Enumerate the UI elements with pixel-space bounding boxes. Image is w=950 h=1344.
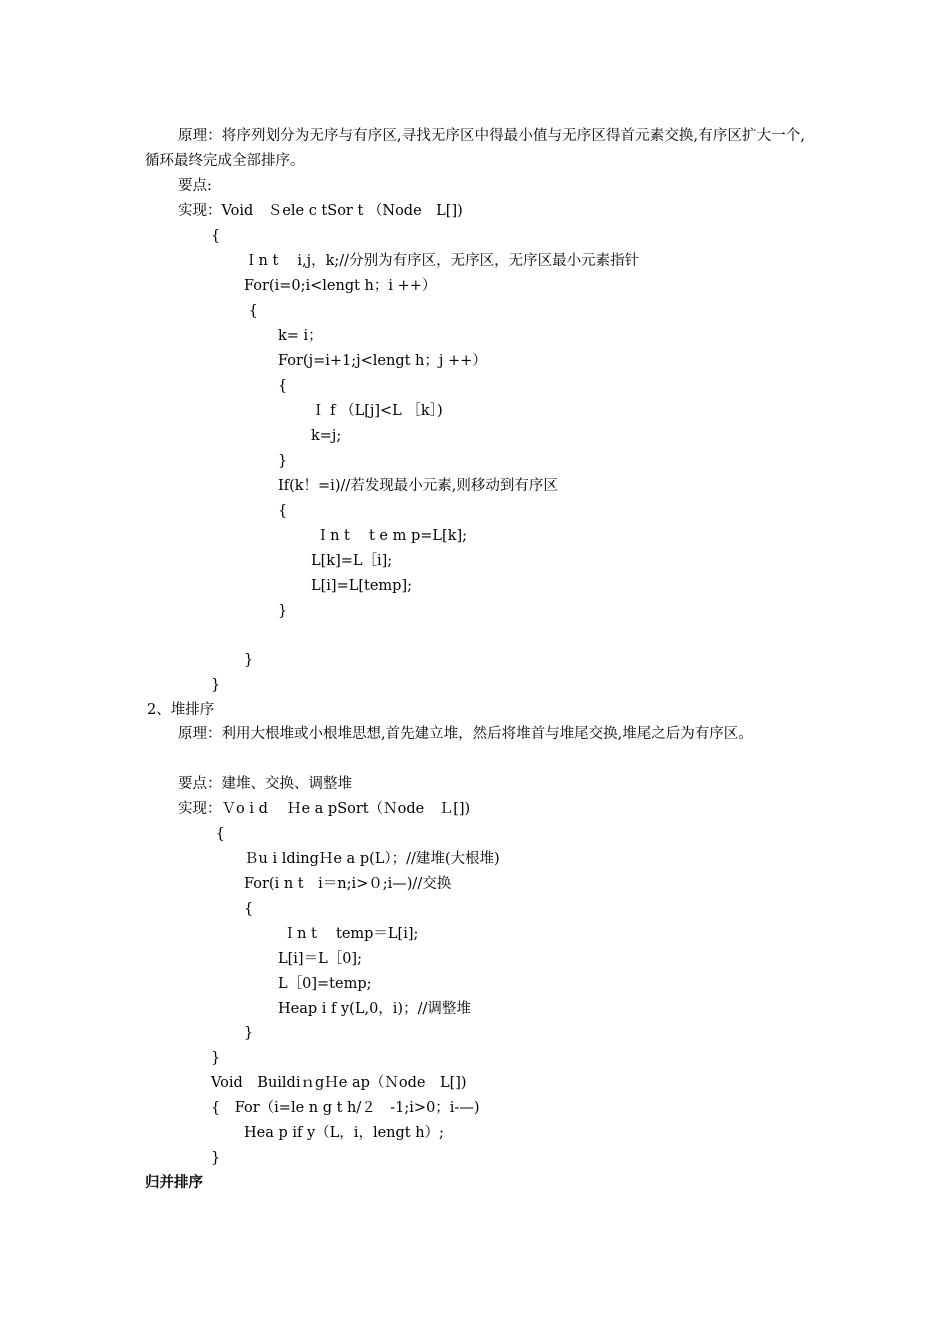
code-line: } xyxy=(211,1050,221,1066)
code-line: Hea p if y（L，i，lengt h）; xyxy=(244,1125,444,1141)
code-line: { xyxy=(211,228,221,244)
code-line: { xyxy=(278,378,288,394)
code-line: { xyxy=(244,901,254,917)
heap-sort-heading: 2、堆排序 xyxy=(147,702,215,718)
code-line: For(i n t i＝n;i>０;i—)//交换 xyxy=(244,876,452,892)
merge-sort-heading: 归并排序 xyxy=(145,1174,203,1191)
code-line: L［0]=temp; xyxy=(278,976,372,992)
code-line: { For（i=le n g t h/２ -1;i>0；i-—) xyxy=(211,1100,480,1116)
code-line: } xyxy=(244,652,254,668)
code-line: Ｉn t temp＝L[i]; xyxy=(278,926,419,942)
code-line: L[k]=L［i]; xyxy=(311,553,393,569)
code-line: } xyxy=(244,1025,254,1041)
heap-sort-principle: 原理：利用大根堆或小根堆思想,首先建立堆，然后将堆首与堆尾交换,堆尾之后为有序区。 xyxy=(178,726,753,742)
code-line: Heap i f y(L,0，i)；//调整堆 xyxy=(278,1001,471,1017)
code-line: { xyxy=(211,826,225,842)
code-line: { xyxy=(244,303,258,319)
code-line: For(j=i+1;j<lengt h；j ++） xyxy=(278,353,487,369)
code-line: } xyxy=(211,677,221,693)
heap-sort-key-points: 要点：建堆、交换、调整堆 xyxy=(178,776,352,792)
code-line: } xyxy=(211,1150,221,1166)
code-line: { xyxy=(278,503,288,519)
code-line: Ｉn t t e m p=L[k]; xyxy=(311,528,468,544)
code-line: L[i]=L[temp]; xyxy=(311,578,412,594)
code-line: For(i=0;i<lengt h；i ++） xyxy=(244,278,437,294)
code-line: k= i； xyxy=(278,328,323,344)
code-line: Ｉ f （L[j]<L ［k］) xyxy=(311,403,443,419)
code-line: Ｉn t i,j，k;//分别为有序区，无序区，无序区最小元素指针 xyxy=(244,253,640,269)
code-line: If(k！=i)//若发现最小元素,则移动到有序区 xyxy=(278,478,558,494)
heap-sort-impl-header: 实现：Ｖo i d Ｈe a pSort（Ｎode Ｌ[]) xyxy=(178,801,471,817)
selection-sort-key-points: 要点: xyxy=(178,178,212,194)
code-line: L[i]＝L［0]; xyxy=(278,951,362,967)
selection-sort-principle: 原理：将序列划分为无序与有序区,寻找无序区中得最小值与无序区得首元素交换,有序区扩大一个,循环最终完成全部排序。 xyxy=(145,128,805,169)
selection-sort-impl-header: 实现：Void Ｓele c tSor t （Node L[]) xyxy=(178,203,463,219)
code-line: } xyxy=(278,453,288,469)
code-line: } xyxy=(278,603,288,619)
code-line: Ｂu i ldingＨe a p(L）；//建堆(大根堆) xyxy=(244,851,500,867)
code-line: Void BuildiｎgＨe ap（Ｎode L[]) xyxy=(211,1075,467,1091)
code-line: k=j; xyxy=(311,428,342,444)
